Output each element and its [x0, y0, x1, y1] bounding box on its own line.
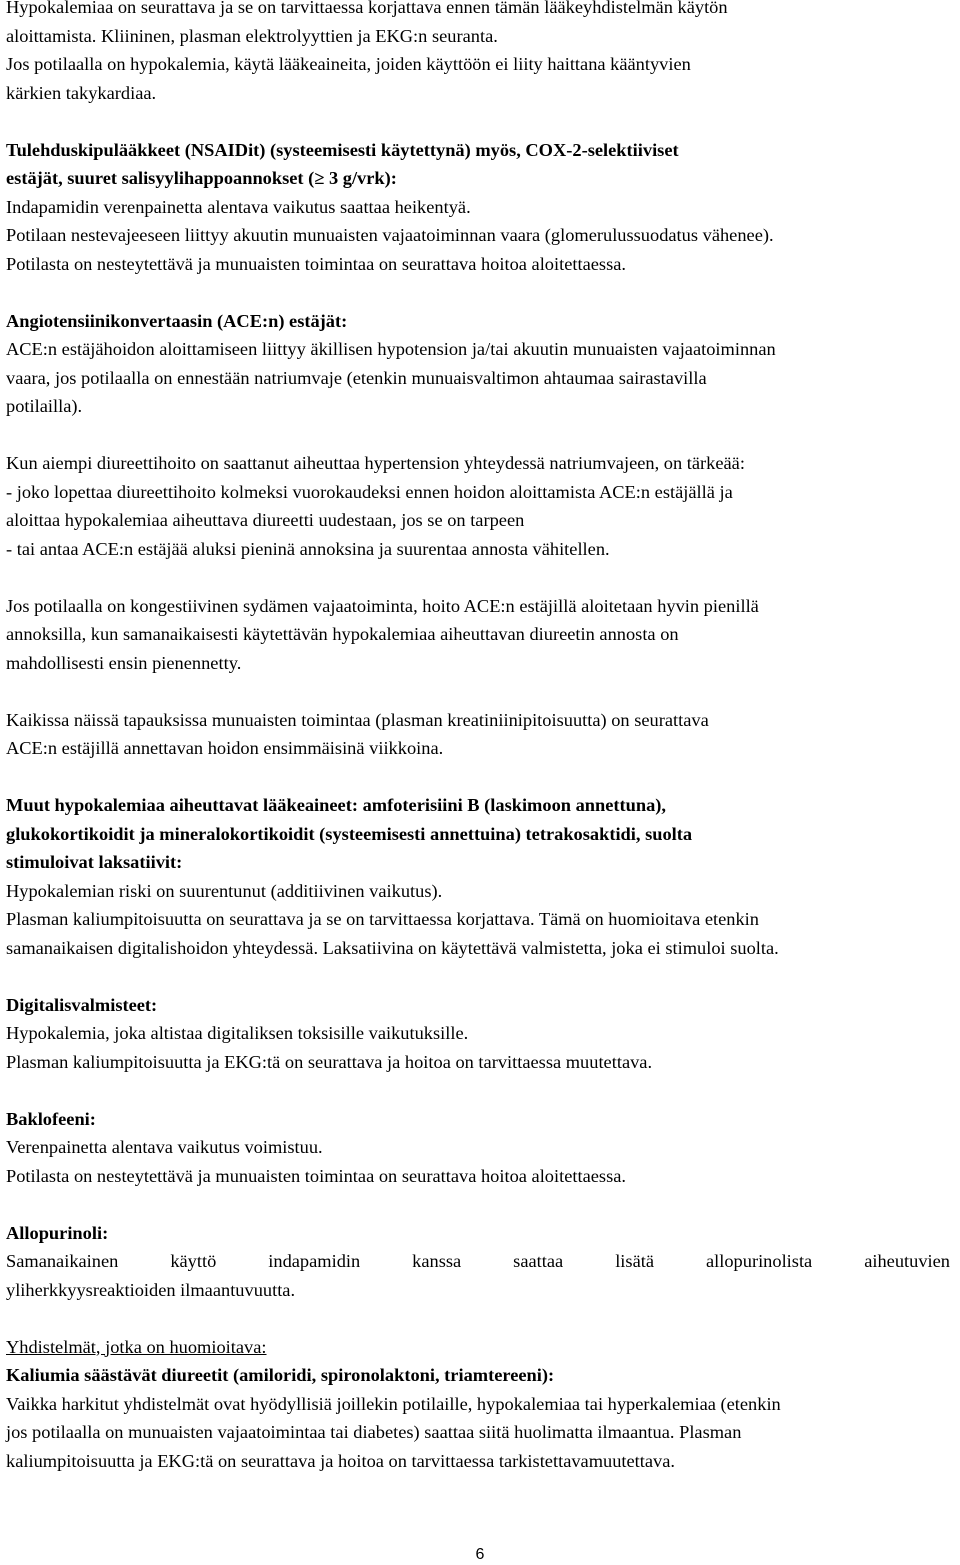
heart-failure-line: annoksilla, kun samanaikaisesti käytettävän hypokalemiaa aiheuttavan diureetin annosta on — [6, 624, 679, 644]
hypertension-line: - joko lopettaa diureettihoito kolmeksi vuorokaudeksi ennen hoidon aloittamista ACE:n estäjällä ja — [6, 481, 733, 502]
digitalis-section — [6, 991, 950, 1077]
allopurinol-heading: Allopurinoli: — [6, 1222, 109, 1243]
other-hypokalemia-heading: Muut hypokalemiaa aiheuttavat lääkeaineet: amfoterisiini B (laskimoon annettuna), — [6, 795, 667, 815]
hypertension-line: Kun aiempi diureettihoito on saattanut aiheuttaa hypertension yhteydessä natriumvajeen, on tärkeää: — [6, 453, 745, 473]
nsaid-heading: Tulehduskipulääkkeet (NSAIDit) (systeemisesti käytettynä) myös, COX-2-selektiiviset — [6, 139, 679, 160]
ace-line: ACE:n estäjähoidon aloittamiseen liittyy äkillisen hypotension ja/tai akuutin munuaisten vajaatoiminnan — [6, 339, 776, 359]
baclofen-line: Verenpainetta alentava vaikutus voimistuu. — [6, 1137, 323, 1157]
allopurinol-line: Samanaikainen käyttö indapamidin kanssa saattaa lisätä allopurinolista aiheutuvien — [6, 1251, 950, 1271]
considered-line: kaliumpitoisuutta ja EKG:tä on seurattava ja hoitoa on tarvittaessa tarkistettavamuutettava. — [6, 1450, 676, 1471]
other-hypokalemia-line: Plasman kaliumpitoisuutta on seurattava ja se on tarvittaessa korjattava. Tämä on huomioitava etenkin — [6, 909, 759, 929]
ace-section — [6, 307, 950, 421]
intro-section — [6, 0, 950, 107]
page-number: 6 — [475, 1546, 485, 1563]
nsaid-section — [6, 136, 950, 279]
potassium-sparing-heading: Kaliumia säästävät diureetit (amiloridi, spironolaktoni, triamtereeni): — [6, 1365, 555, 1385]
nsaid-line: Potilasta on nesteytettävä ja munuaisten toimintaa on seurattava hoitoa aloitettaessa. — [6, 253, 626, 274]
baclofen-line: Potilasta on nesteytettävä ja munuaisten toimintaa on seurattava hoitoa aloitettaessa. — [6, 1165, 626, 1186]
heart-failure-section — [6, 592, 950, 678]
considered-section — [6, 1333, 950, 1476]
all-cases-line: ACE:n estäjillä annettavan hoidon ensimmäisinä viikkoina. — [6, 738, 444, 758]
other-hypokalemia-line: Hypokalemian riski on suurentunut (additiivinen vaikutus). — [6, 880, 443, 901]
other-hypokalemia-line: samanaikaisen digitalishoidon yhteydessä. Laksatiivina on käytettävä valmistetta, joka ei stimuloi suolta. — [6, 937, 779, 958]
hypertension-line: aloittaa hypokalemiaa aiheuttava diureetti uudestaan, jos se on tarpeen — [6, 510, 525, 530]
allopurinol-section — [6, 1219, 950, 1305]
document-page — [6, 0, 950, 1504]
allopurinol-line: yliherkkyysreaktioiden ilmaantuvuutta. — [6, 1279, 296, 1300]
ace-line: vaara, jos potilaalla on ennestään natriumvaje (etenkin munuaisvaltimon ahtaumaa sairastavilla — [6, 367, 707, 388]
ace-heading: Angiotensiinikonvertaasin (ACE:n) estäjät: — [6, 310, 348, 331]
all-cases-line: Kaikissa näissä tapauksissa munuaisten toimintaa (plasman kreatiniinipitoisuutta) on seurattava — [6, 709, 709, 730]
digitalis-heading: Digitalisvalmisteet: — [6, 994, 158, 1015]
baclofen-heading: Baklofeeni: — [6, 1108, 96, 1129]
nsaid-line: Potilaan nestevajeeseen liittyy akuutin munuaisten vajaatoiminnan vaara (glomerulussuodatus vähenee). — [6, 225, 774, 245]
intro-line: kärkien takykardiaa. — [6, 82, 157, 103]
other-hypokalemia-heading: stimuloivat laksatiivit: — [6, 852, 183, 872]
other-hypokalemia-heading: glukokortikoidit ja mineralokortikoidit (systeemisesti annettuina) tetrakosaktidi, suolta — [6, 823, 693, 844]
heart-failure-line: Jos potilaalla on kongestiivinen sydämen vajaatoiminta, hoito ACE:n estäjillä aloitetaan hyvin pienillä — [6, 595, 759, 616]
considered-line: jos potilaalla on munuaisten vajaatoimintaa tai diabetes) saattaa siitä huolimatta ilmaantua. Plasman — [6, 1422, 742, 1442]
heart-failure-line: mahdollisesti ensin pienennetty. — [6, 652, 242, 673]
considered-subheading: Yhdistelmät, jotka on huomioitava: — [6, 1336, 267, 1357]
digitalis-line: Plasman kaliumpitoisuutta ja EKG:tä on seurattava ja hoitoa on tarvittaessa muutettava. — [6, 1051, 653, 1072]
baclofen-section — [6, 1105, 950, 1191]
ace-line: potilailla). — [6, 396, 83, 416]
all-cases-section — [6, 706, 950, 763]
hypertension-section — [6, 449, 950, 563]
digitalis-line: Hypokalemia, joka altistaa digitaliksen toksisille vaikutuksille. — [6, 1023, 469, 1043]
nsaid-line: Indapamidin verenpainetta alentava vaikutus saattaa heikentyä. — [6, 196, 471, 217]
hypertension-line: - tai antaa ACE:n estäjää aluksi pieninä annoksina ja suurentaa annosta vähitellen. — [6, 538, 610, 559]
nsaid-heading: estäjät, suuret salisyylihappoannokset (≥ 3 g/vrk): — [6, 168, 397, 188]
considered-line: Vaikka harkitut yhdistelmät ovat hyödyllisiä joillekin potilaille, hypokalemiaa tai hyperkalemiaa (etenkin — [6, 1393, 781, 1414]
other-hypokalemia-section — [6, 791, 950, 962]
intro-line: Jos potilaalla on hypokalemia, käytä lääkeaineita, joiden käyttöön ei liity haittana kääntyvien — [6, 54, 691, 74]
intro-line: Hypokalemiaa on seurattava ja se on tarvittaessa korjattava ennen tämän lääkeyhdistelmän käytön — [6, 0, 728, 17]
intro-line: aloittamista. Kliininen, plasman elektrolyyttien ja EKG:n seuranta. — [6, 25, 498, 46]
